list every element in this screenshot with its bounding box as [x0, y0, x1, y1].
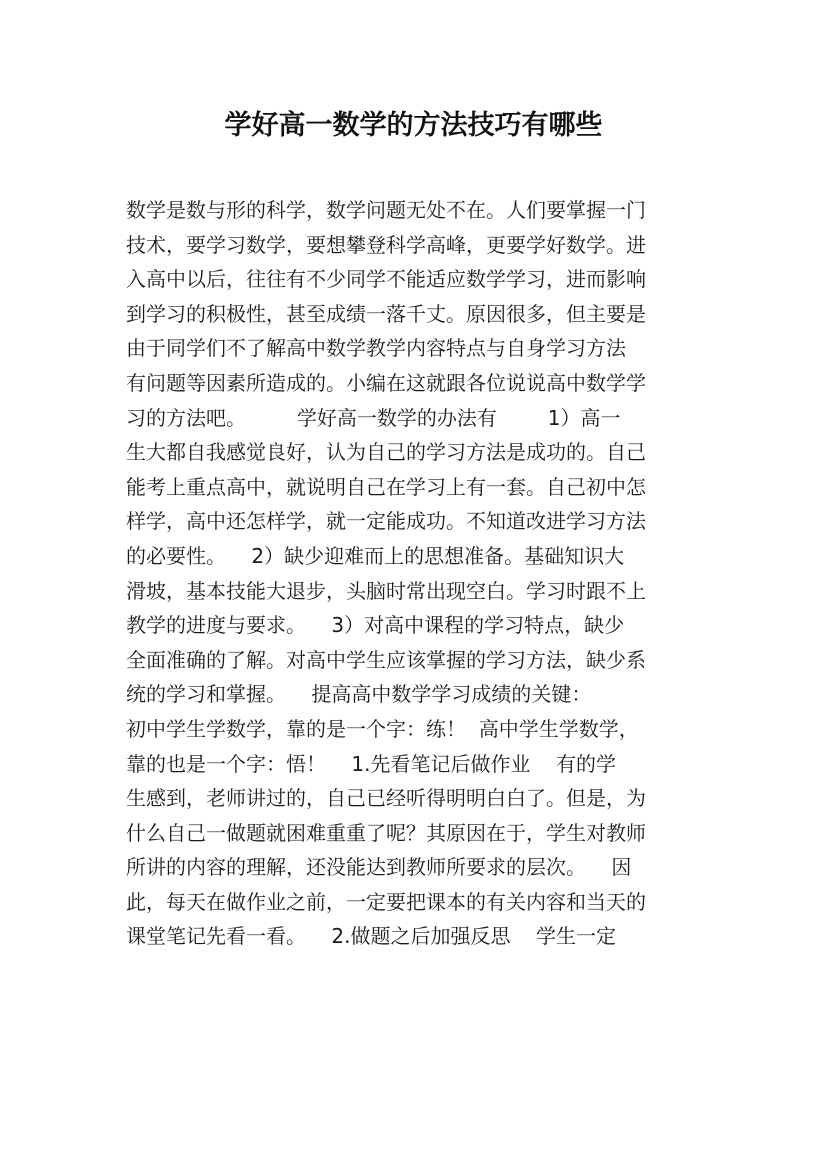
- text-line: 课堂笔记先看一看。 2.做题之后加强反思 学生一定: [126, 924, 616, 949]
- text-line: 滑坡，基本技能大退步，头脑时常出现空白。学习时跟不上: [126, 578, 646, 603]
- document-body: [126, 193, 706, 954]
- text-line: 技术，要学习数学，要想攀登科学高峰，更要学好数学。进: [126, 232, 646, 257]
- text-line: 由于同学们不了解高中数学教学内容特点与自身学习方法: [126, 336, 626, 361]
- text-line: 能考上重点高中，就说明自己在学习上有一套。自己初中怎: [126, 474, 646, 499]
- text-line: 此，每天在做作业之前，一定要把课本的有关内容和当天的: [126, 889, 646, 914]
- document-title: 学好高一数学的方法技巧有哪些: [224, 110, 603, 141]
- text-line: 教学的进度与要求。 3）对高中课程的学习特点，缺少: [126, 613, 625, 638]
- text-line: 什么自己一做题就困难重重了呢？其原因在于，学生对教师: [126, 820, 646, 845]
- text-line: 样学，高中还怎样学，就一定能成功。不知道改进学习方法: [126, 509, 646, 534]
- text-line: 入高中以后，往往有不少同学不能适应数学学习，进而影响: [126, 267, 646, 292]
- text-line: 生感到，老师讲过的，自己已经听得明明白白了。但是，为: [126, 786, 646, 811]
- text-line: 靠的也是一个字：悟！ 1.先看笔记后做作业 有的学: [126, 751, 616, 776]
- text-line: 全面准确的了解。对高中学生应该掌握的学习方法，缺少系: [126, 647, 646, 672]
- text-line: 所讲的内容的理解，还没能达到教师所要求的层次。 因: [126, 855, 632, 880]
- text-line: 生大都自我感觉良好，认为自己的学习方法是成功的。自己: [126, 440, 646, 465]
- text-line: 初中学生学数学，靠的是一个字：练！ 高中学生学数学，: [126, 716, 639, 741]
- text-line: 习的方法吧。 学好高一数学的办法有 1）高一: [126, 405, 621, 430]
- text-line: 到学习的积极性，甚至成绩一落千丈。原因很多，但主要是: [126, 301, 646, 326]
- text-line: 的必要性。 2）缺少迎难而上的思想准备。基础知识大: [126, 543, 625, 568]
- text-line: 统的学习和掌握。 提高高中数学学习成绩的关键：: [126, 682, 592, 707]
- text-line: 数学是数与形的科学，数学问题无处不在。人们要掌握一门: [126, 198, 646, 222]
- text-line: 有问题等因素所造成的。小编在这就跟各位说说高中数学学: [126, 370, 646, 395]
